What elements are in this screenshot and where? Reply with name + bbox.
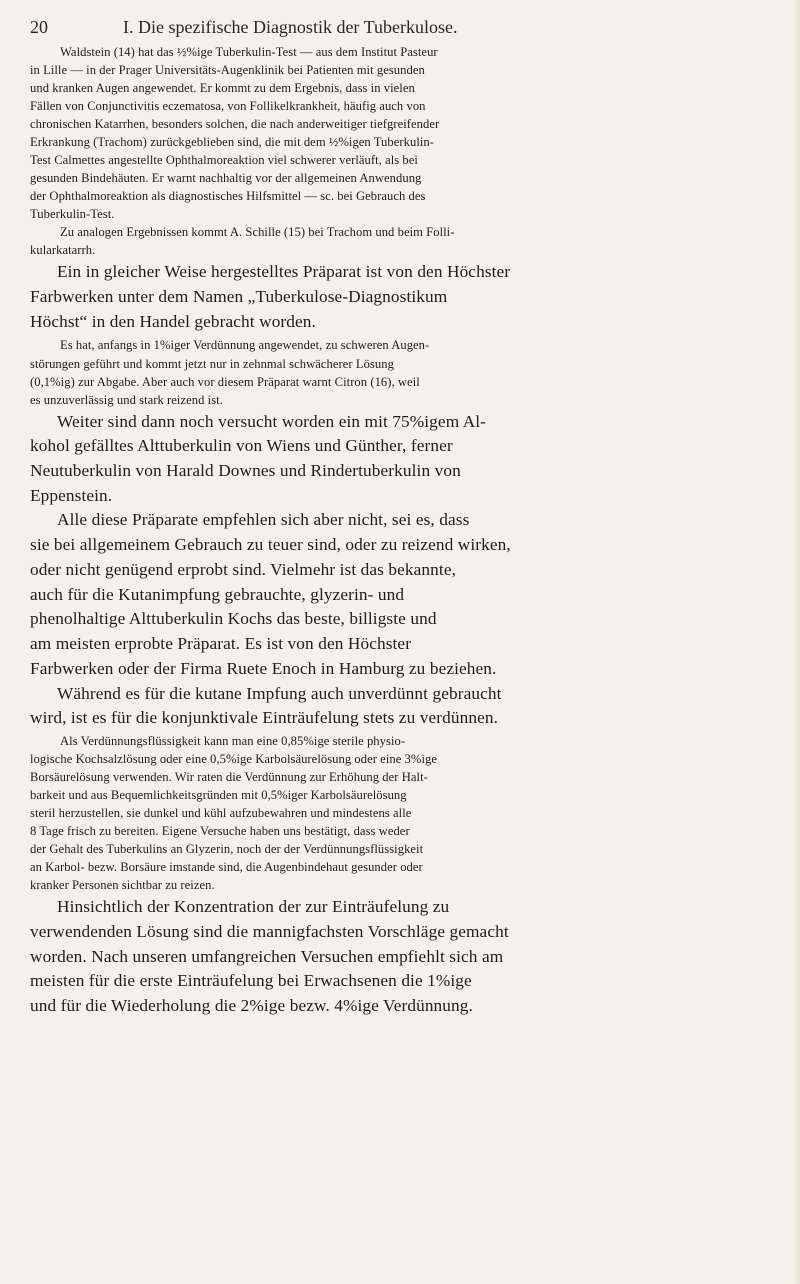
text-line: verwendenden Lösung sind die mannigfachsten Vorschläge gemacht — [30, 922, 509, 941]
text-line: Während es für die kutane Impfung auch unverdünnt gebraucht — [57, 684, 502, 703]
text-line: Farbwerken oder der Firma Ruete Enoch in Hamburg zu beziehen. — [30, 659, 497, 678]
text-line: Tuberkulin-Test. — [30, 207, 115, 221]
text-line: Eppenstein. — [30, 486, 113, 505]
text-line: Fällen von Conjunctivitis eczematosa, von Follikelkrankheit, häufig auch von — [30, 99, 426, 113]
text-line: worden. Nach unseren umfangreichen Versuchen empfiehlt sich am — [30, 947, 504, 966]
text-line: und kranken Augen angewendet. Er kommt zu dem Ergebnis, dass in vielen — [30, 81, 415, 95]
text-line: kranker Personen sichtbar zu reizen. — [30, 878, 215, 892]
text-line: der Ophthalmoreaktion als diagnostisches Hilfsmittel — sc. bei Gebrauch des — [30, 189, 426, 203]
text-line: Weiter sind dann noch versucht worden ein mit 75%igem Al- — [57, 412, 487, 431]
text-line: phenolhaltige Alttuberkulin Kochs das beste, billigste und — [30, 609, 437, 628]
text-line: an Karbol- bezw. Borsäure imstande sind, die Augenbindehaut gesunder oder — [30, 860, 423, 874]
text-line: Zu analogen Ergebnissen kommt A. Schille (15) bei Trachom und beim Folli- — [60, 225, 455, 239]
text-line: oder nicht genügend erprobt sind. Vielmehr ist das bekannte, — [30, 560, 457, 579]
text-line: kularkatarrh. — [30, 243, 96, 257]
text-line: barkeit und aus Bequemlichkeitsgründen mit 0,5%iger Karbolsäurelösung — [30, 788, 407, 802]
text-line: Neutuberkulin von Harald Downes und Rindertuberkulin von — [30, 461, 461, 480]
text-line: (0,1%ig) zur Abgabe. Aber auch vor diesem Präparat warnt Citron (16), weil — [30, 375, 420, 389]
text-line: in Lille — in der Prager Universitäts-Augenklinik bei Patienten mit gesunden — [30, 63, 425, 77]
text-line: Es hat, anfangs in 1%iger Verdünnung angewendet, zu schweren Augen- — [60, 338, 430, 352]
text-line: auch für die Kutanimpfung gebrauchte, glyzerin- und — [30, 585, 405, 604]
text-line: Borsäurelösung verwenden. Wir raten die Verdünnung zur Erhöhung der Halt- — [30, 770, 428, 784]
text-line: störungen geführt und kommt jetzt nur in zehnmal schwächerer Lösung — [30, 357, 394, 371]
text-line: Ein in gleicher Weise hergestelltes Präparat ist von den Höchster — [57, 262, 511, 281]
text-line: logische Kochsalzlösung oder eine 0,5%ige Karbolsäurelösung oder eine 3%ige — [30, 752, 437, 766]
running-title: I. Die spezifische Diagnostik der Tuberkulose. — [123, 17, 458, 37]
text-line: Höchst“ in den Handel gebracht worden. — [30, 312, 316, 331]
page-header — [30, 17, 770, 45]
text-line: Waldstein (14) hat das ½%ige Tuberkulin-Test — aus dem Institut Pasteur — [60, 45, 438, 59]
text-line: steril herzustellen, sie dunkel und kühl aufzubewahren und mindestens alle — [30, 806, 412, 820]
page-edge-shadow — [792, 0, 800, 1284]
text-line: Farbwerken unter dem Namen „Tuberkulose-Diagnostikum — [30, 287, 448, 306]
text-line: 8 Tage frisch zu bereiten. Eigene Versuche haben uns bestätigt, dass weder — [30, 824, 410, 838]
text-line: am meisten erprobte Präparat. Es ist von den Höchster — [30, 634, 412, 653]
text-line: der Gehalt des Tuberkulins an Glyzerin, noch der der Verdünnungsflüssigkeit — [30, 842, 424, 856]
text-line: Hinsichtlich der Konzentration der zur Einträufelung zu — [57, 897, 450, 916]
text-line: sie bei allgemeinem Gebrauch zu teuer sind, oder zu reizend wirken, — [30, 535, 511, 554]
text-line: wird, ist es für die konjunktivale Einträufelung stets zu verdünnen. — [30, 708, 499, 727]
text-line: Test Calmettes angestellte Ophthalmoreaktion viel schwerer verläuft, als bei — [30, 153, 418, 167]
page-number: 20 — [30, 17, 48, 37]
text-line: kohol gefälltes Alttuberkulin von Wiens und Günther, ferner — [30, 436, 453, 455]
text-line: und für die Wiederholung die 2%ige bezw. 4%ige Verdünnung. — [30, 996, 473, 1015]
text-line: es unzuverlässig und stark reizend ist. — [30, 393, 223, 407]
text-line: meisten für die erste Einträufelung bei Erwachsenen die 1%ige — [30, 971, 472, 990]
text-line: Alle diese Präparate empfehlen sich aber nicht, sei es, dass — [57, 510, 470, 529]
text-line: Erkrankung (Trachom) zurückgeblieben sind, die mit dem ½%igen Tuberkulin- — [30, 135, 435, 149]
text-line: gesunden Bindehäuten. Er warnt nachhaltig vor der allgemeinen Anwendung — [30, 171, 422, 185]
text-line: Als Verdünnungsflüssigkeit kann man eine 0,85%ige sterile physio- — [60, 734, 406, 748]
text-line: chronischen Katarrhen, besonders solchen, die nach anderweitiger tiefgreifender — [30, 117, 440, 131]
